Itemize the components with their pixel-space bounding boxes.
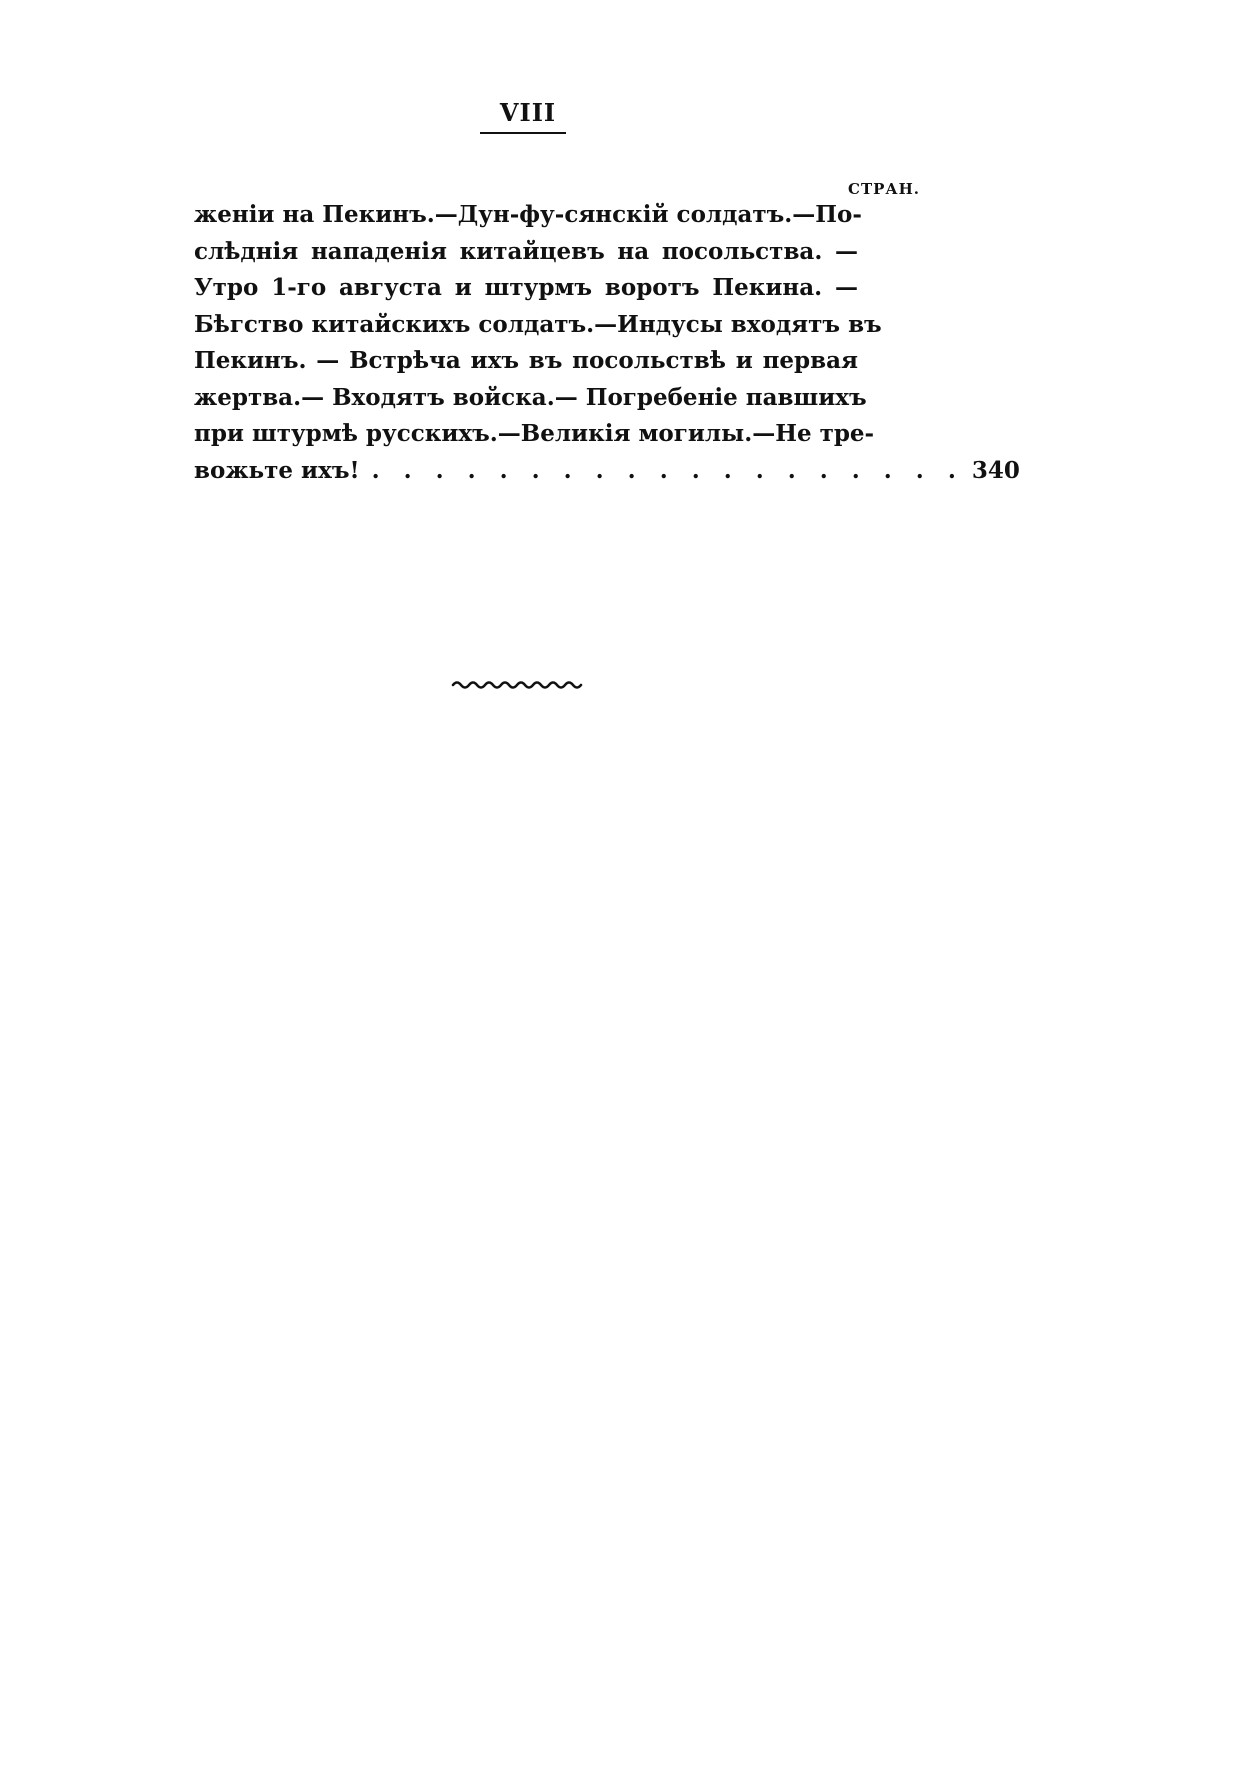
toc-last-line (194, 452, 1020, 489)
toc-line: Пекинъ. — Встрѣча ихъ въ посольствѣ и первая (194, 347, 858, 374)
dot-leader: . . . . . . . . . . . . . . . . . . . (371, 457, 964, 484)
wavy-line-ornament-icon (451, 675, 586, 695)
page-number-rule (480, 132, 566, 134)
toc-page-number: 340 (971, 457, 1020, 484)
toc-line: слѣднія нападенія китайцевъ на посольства. — (194, 238, 858, 265)
toc-line: Бѣгство китайскихъ солдатъ.—Индусы входятъ въ (194, 311, 882, 338)
toc-line: жертва.— Входятъ войска.— Погребеніе павшихъ (194, 384, 867, 411)
toc-line: женіи на Пекинъ.—Дун-фу-сянскій солдатъ.—По- (194, 201, 862, 228)
toc-line: при штурмѣ русскихъ.—Великія могилы.—Не тре- (194, 420, 875, 447)
page-number: VIII (499, 98, 557, 127)
toc-line: Утро 1-го августа и штурмъ воротъ Пекина. — (194, 274, 858, 301)
toc-entry (194, 196, 1020, 496)
page-column-label: СТРАН. (848, 180, 920, 198)
toc-last-line-text: вожьте ихъ! (194, 457, 360, 484)
